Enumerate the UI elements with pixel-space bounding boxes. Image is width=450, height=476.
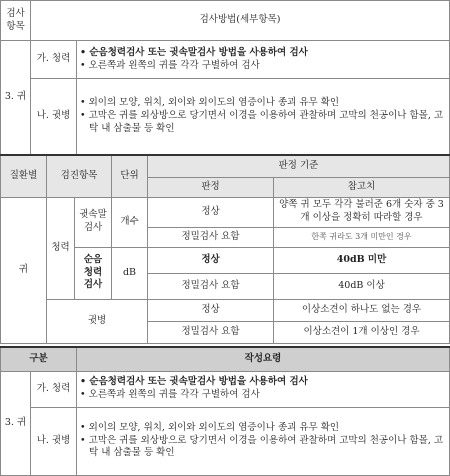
hearing-method [77, 41, 450, 79]
guide-ear-line-1: • 외이의 모양, 위치, 외이와 외이도의 염증이나 종괴 유무 확인 [80, 421, 340, 433]
guide-hearing [77, 371, 450, 407]
header-reference: 참고치 [274, 177, 450, 197]
pure-detail: 정밀검사 요함 [148, 273, 274, 299]
header-judgment: 판정 [148, 177, 274, 197]
guide-sub-ear-disease: 나. 귓병 [31, 407, 77, 475]
ear-line-1: • 외이의 모양, 위치, 외이와 외이도의 염증이나 종괴 유무 확인 [80, 97, 340, 109]
guide-ear-line-2: • 고막은 귀를 외상방으로 당기면서 이경을 이용하여 관찰하며 고막의 천공이나 함몰, 고탁 내 삼출물 등 확인 [80, 434, 444, 459]
pure-normal: 정상 [148, 247, 274, 273]
disease-ear: 귀 [1, 197, 47, 343]
item-ear: 3. 귀 [1, 41, 31, 155]
hearing-line-2: • 오른쪽과 왼쪽의 귀를 각각 구별하여 검사 [80, 59, 260, 71]
sub-ear-disease: 나. 귓병 [31, 79, 77, 155]
guide-ear-disease [77, 407, 450, 475]
writing-guide-table [0, 346, 450, 476]
sub-hearing: 가. 청력 [31, 41, 77, 79]
item-ear-disease: 귓병 [47, 299, 148, 343]
header-exam-item: 검사 항목 [1, 1, 31, 41]
whisper-normal-ref: 양쪽 귀 모두 각각 불러준 6개 숫자 중 3개 이상을 정확히 따라할 경우 [274, 197, 450, 227]
guide-hearing-line-2: • 오른쪽과 왼쪽의 귀를 각각 구별하여 검사 [80, 389, 260, 400]
whisper-normal: 정상 [148, 197, 274, 227]
pure-normal-ref: 40dB 미만 [274, 247, 450, 273]
item-hearing: 청력 [47, 197, 75, 299]
ear-line-2: • 고막은 귀를 외상방으로 당기면서 이경을 이용하여 관찰하며 고막의 천공이나 함몰, 고탁 내 삼출물 등 확인 [80, 110, 444, 134]
ear-normal: 정상 [148, 299, 274, 321]
unit-db: dB [112, 247, 148, 299]
item-pure-tone: 순음 청력 검사 [75, 247, 112, 299]
criteria-table [0, 154, 450, 344]
ear-disease-method [77, 79, 450, 155]
unit-count: 개수 [112, 197, 148, 247]
header-guide: 작성요령 [77, 347, 450, 371]
header-unit: 단위 [112, 155, 148, 197]
ear-detail: 정밀검사 요함 [148, 321, 274, 343]
item-whisper: 귓속말 검사 [75, 197, 112, 247]
header-category: 구분 [1, 347, 77, 371]
header-exam-method: 검사방법(세부항목) [31, 1, 450, 41]
header-item: 검진항목 [47, 155, 112, 197]
ear-detail-ref: 이상소견이 1개 이상인 경우 [274, 321, 450, 343]
header-criteria: 판정 기준 [148, 155, 450, 177]
guide-item-ear: 3. 귀 [1, 371, 31, 475]
exam-method-table [0, 0, 450, 155]
header-disease: 질환별 [1, 155, 47, 197]
hearing-line-1: • 순음청력검사 또는 귓속말검사 방법을 사용하여 검사 [80, 46, 308, 58]
guide-hearing-line-1: • 순음청력검사 또는 귓속말검사 방법을 사용하여 검사 [80, 376, 308, 388]
ear-normal-ref: 이상소견이 하나도 없는 경우 [274, 299, 450, 321]
whisper-detail: 정밀검사 요함 [148, 227, 274, 247]
whisper-detail-ref: 한쪽 귀라도 3개 미만인 경우 [274, 227, 450, 247]
pure-detail-ref: 40dB 이상 [274, 273, 450, 299]
guide-sub-hearing: 가. 청력 [31, 371, 77, 407]
